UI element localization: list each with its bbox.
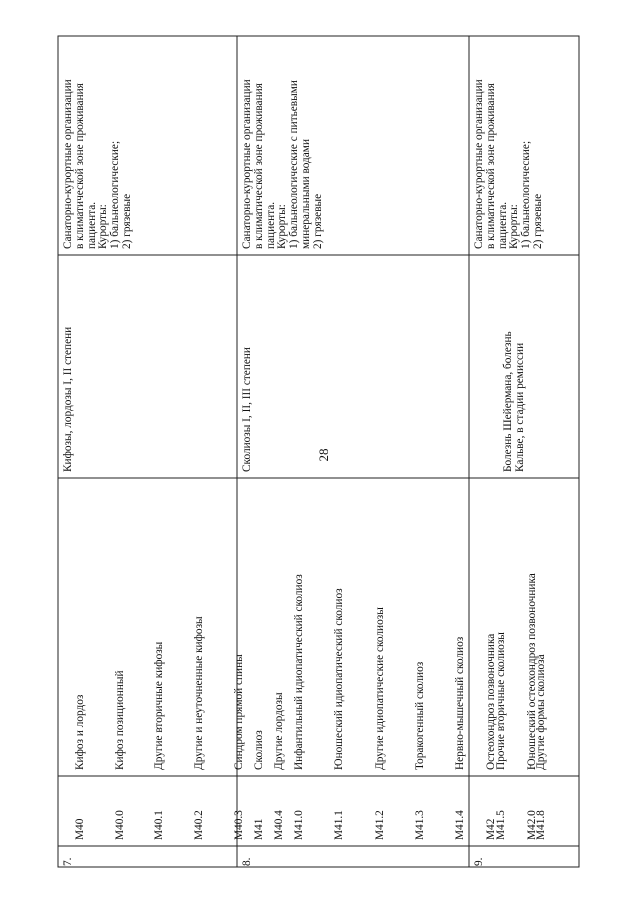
diagnosis-name: Торакогенный сколиоз [413, 661, 426, 770]
code: M42.0 [525, 810, 538, 840]
diagnosis-name: Кифоз позиционный [113, 670, 126, 770]
diagnosis-name: Сколиоз [252, 730, 265, 770]
page-number: 28 [316, 448, 331, 462]
code: M41 [252, 818, 265, 840]
code: M41.4 [454, 810, 467, 840]
code: M41.3 [413, 810, 426, 840]
code: M40.2 [193, 810, 206, 840]
code: M41.0 [293, 810, 306, 840]
diagnosis-name: Юношеский идиопатический сколиоз [333, 588, 346, 770]
row-9-condition: Болезнь Шейермана, болезнь Кальве, в стадии ремиссии [502, 331, 526, 472]
row-7-condition: Кифозы, лордозы I, II степени [62, 326, 74, 472]
row-9-names [474, 480, 574, 770]
diagnosis-name: Прочие вторичные сколиозы [494, 632, 507, 770]
code: M40.0 [113, 810, 126, 840]
code: M40.3 [232, 810, 245, 840]
code: M41.8 [534, 810, 547, 840]
row-8-number: 8. [241, 857, 253, 866]
diagnosis-name: Синдром прямой спины [232, 654, 245, 770]
code: M41.1 [333, 810, 346, 840]
row-7-number: 7. [62, 857, 74, 866]
code: M40.4 [272, 810, 285, 840]
code: M40 [73, 818, 86, 840]
diagnosis-name: Остеохондроз позвоночника [484, 633, 497, 770]
code: M41.2 [373, 810, 386, 840]
diagnosis-name: Другие идиопатические сколиозы [373, 607, 386, 770]
code: M42 [484, 818, 497, 840]
row-8-treatment: Санаторно-курортные организации в климатической зоне проживания пациента. Курорты: 1) бальнеологические с питьевыми минеральными водами 2) грязевые [241, 79, 324, 249]
diagnosis-name: Юношеский остеохондроз позвоночника [525, 573, 538, 770]
diagnosis-name: Кифоз и лордоз [73, 694, 86, 770]
row-9-treatment: Санаторно-курортные организации в климатической зоне проживания пациента. Курорты: 1) бальнеологические; 2) грязевые [473, 79, 544, 249]
diagnosis-name: Другие лордозы [272, 692, 285, 770]
diagnosis-name: Другие вторичные кифозы [153, 641, 166, 770]
code: M41.5 [494, 810, 507, 840]
diagnosis-name: Инфантильный идиопатический сколиоз [293, 574, 306, 770]
row-8-condition: Сколиозы I, II, III степени [241, 347, 253, 472]
code: M40.1 [153, 810, 166, 840]
diagnosis-name: Нервно-мышечный сколиоз [454, 636, 467, 770]
row-7-treatment: Санаторно-курортные организации в климатической зоне проживания пациента. Курорты: 1) бальнеологические; 2) грязевые [62, 79, 133, 249]
diagnosis-name: Другие формы сколиоза [534, 654, 547, 770]
row-9-number: 9. [473, 857, 485, 866]
diagnosis-name: Другие и неуточненные кифозы [193, 616, 206, 770]
